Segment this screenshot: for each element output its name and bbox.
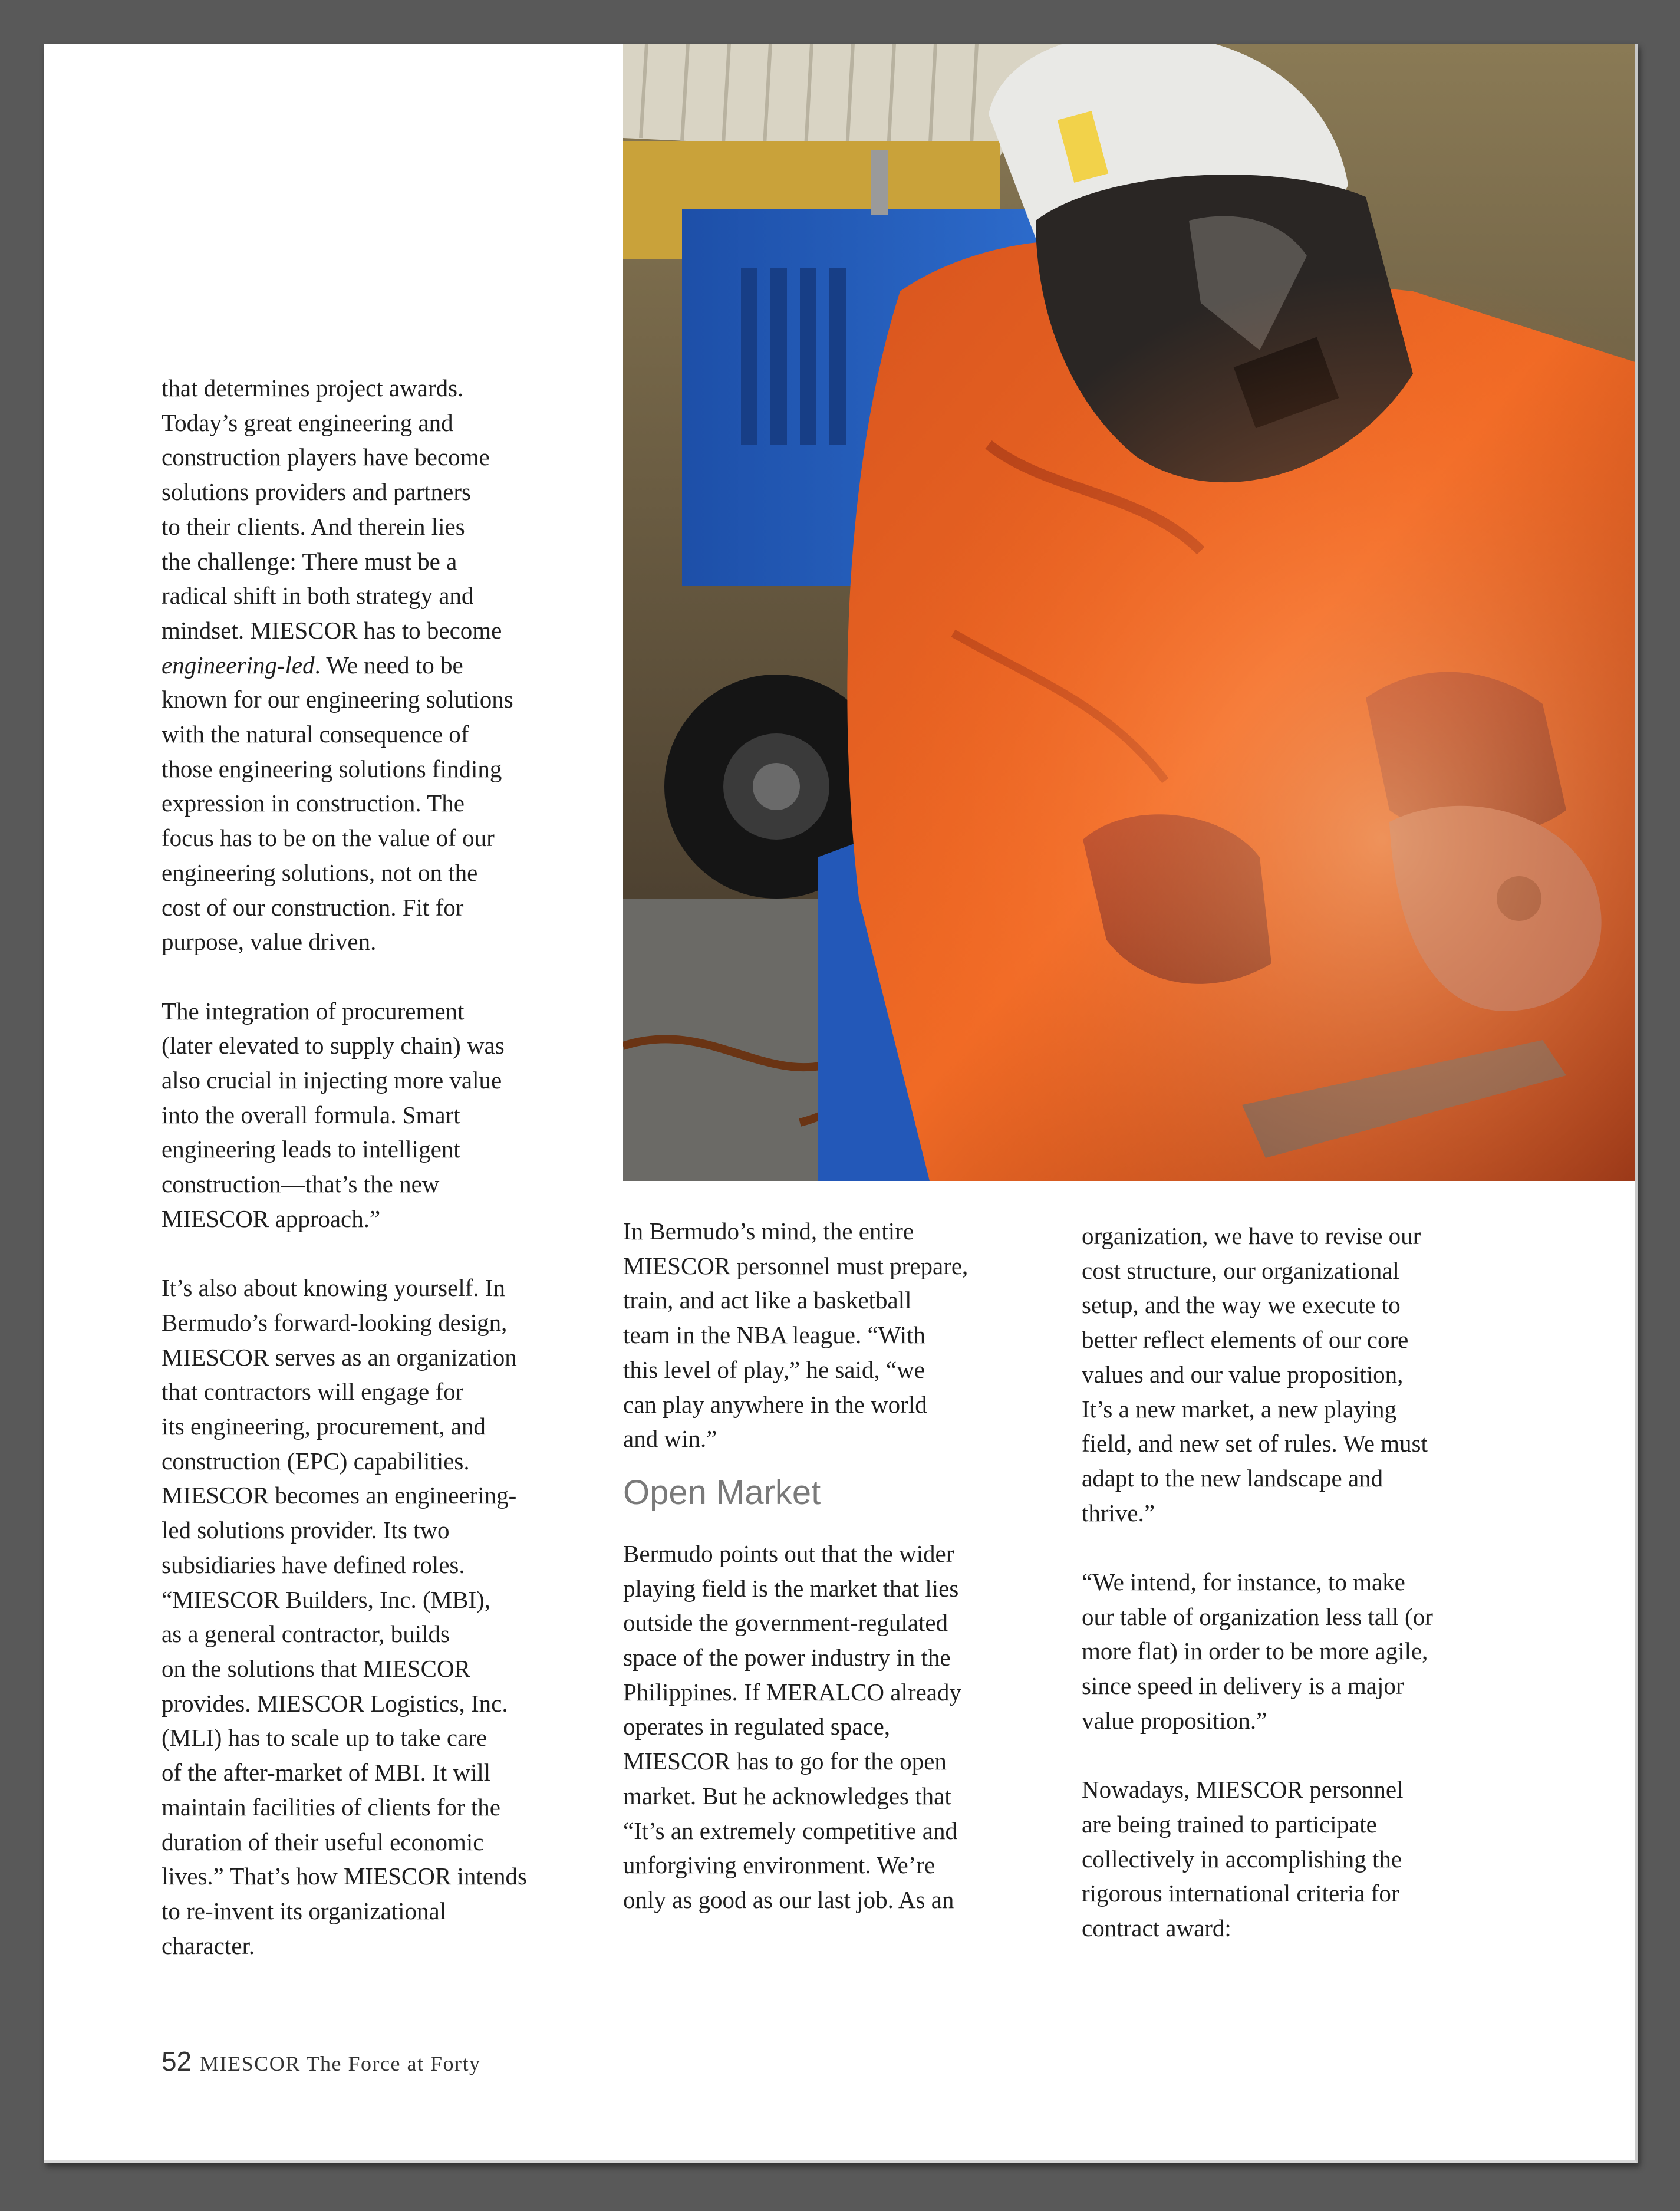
text-line: engineering solutions, not on the bbox=[162, 858, 478, 886]
paragraph-gap bbox=[1082, 1530, 1494, 1565]
text-line: to their clients. And therein lies bbox=[162, 512, 465, 540]
text-line: only as good as our last job. As an bbox=[623, 1886, 954, 1913]
text-line: Bermudo points out that the wider bbox=[623, 1539, 954, 1567]
text-line: outside the government-regulated bbox=[623, 1609, 948, 1637]
text-line: lives.” That’s how MIESCOR intends bbox=[162, 1863, 527, 1890]
text-line: Today’s great engineering and bbox=[162, 409, 453, 436]
text-line: to re-invent its organizational bbox=[162, 1897, 447, 1924]
page-footer bbox=[162, 2045, 480, 2077]
text-line: Bermudo’s forward-looking design, bbox=[162, 1308, 508, 1336]
text-line: construction—that’s the new bbox=[162, 1170, 440, 1198]
publication-title: MIESCOR The Force at Forty bbox=[200, 2052, 481, 2075]
text-line: mindset. MIESCOR has to become bbox=[162, 616, 502, 644]
text-line: solutions providers and partners bbox=[162, 478, 471, 506]
text-line: are being trained to participate bbox=[1082, 1810, 1377, 1838]
emphasis-text: engineering-led bbox=[162, 651, 315, 679]
paragraph-gap bbox=[1082, 1738, 1494, 1773]
text-line: value proposition.” bbox=[1082, 1706, 1267, 1734]
text-line: cost of our construction. Fit for bbox=[162, 893, 464, 921]
text-line: Nowadays, MIESCOR personnel bbox=[1082, 1776, 1404, 1804]
text-line: as a general contractor, builds bbox=[162, 1620, 450, 1648]
text-line: expression in construction. The bbox=[162, 789, 465, 817]
text-line: cost structure, our organizational bbox=[1082, 1256, 1399, 1284]
text-line: that contractors will engage for bbox=[162, 1378, 464, 1406]
text-line: In Bermudo’s mind, the entire bbox=[623, 1218, 914, 1245]
text-line: space of the power industry in the bbox=[623, 1644, 951, 1672]
text-line: purpose, value driven. bbox=[162, 928, 377, 956]
text-line: those engineering solutions finding bbox=[162, 755, 502, 782]
text-line: with the natural consequence of bbox=[162, 720, 469, 748]
text-line: MIESCOR approach.” bbox=[162, 1205, 381, 1232]
text-line: “We intend, for instance, to make bbox=[1082, 1568, 1405, 1596]
text-line: character. bbox=[162, 1932, 255, 1959]
welder-illustration bbox=[623, 44, 1635, 1181]
text-line: values and our value proposition, bbox=[1082, 1360, 1404, 1388]
text-line bbox=[162, 648, 574, 683]
text-line: more flat) in order to be more agile, bbox=[1082, 1637, 1428, 1665]
text-line: operates in regulated space, bbox=[623, 1713, 891, 1740]
right-text-column bbox=[1082, 1219, 1494, 1946]
text-line: The integration of procurement bbox=[162, 997, 465, 1025]
text-line: MIESCOR becomes an engineering- bbox=[162, 1482, 517, 1509]
text-line: Philippines. If MERALCO already bbox=[623, 1678, 961, 1706]
text-line: MIESCOR personnel must prepare, bbox=[623, 1252, 969, 1279]
text-line: into the overall formula. Smart bbox=[162, 1101, 460, 1128]
text-line: subsidiaries have defined roles. bbox=[162, 1551, 465, 1578]
text-line: playing field is the market that lies bbox=[623, 1574, 959, 1602]
text-line: (MLI) has to scale up to take care bbox=[162, 1724, 487, 1752]
paragraph-gap bbox=[162, 1236, 574, 1271]
text-line: (later elevated to supply chain) was bbox=[162, 1032, 505, 1060]
text-line: It’s a new market, a new playing bbox=[1082, 1395, 1396, 1423]
text-line: led solutions provider. Its two bbox=[162, 1516, 450, 1544]
text-line: contract award: bbox=[1082, 1914, 1231, 1942]
text-line: It’s also about knowing yourself. In bbox=[162, 1274, 506, 1302]
middle-text-column bbox=[623, 1214, 1036, 1917]
text-line: this level of play,” he said, “we bbox=[623, 1355, 925, 1383]
text-line: and win.” bbox=[623, 1425, 717, 1453]
text-line: “It’s an extremely competitive and bbox=[623, 1817, 957, 1844]
text-line: the challenge: There must be a bbox=[162, 547, 457, 575]
text-line: collectively in accomplishing the bbox=[1082, 1845, 1402, 1873]
text-line: can play anywhere in the world bbox=[623, 1390, 927, 1418]
text-fragment: . We need to be bbox=[314, 651, 463, 679]
text-line: better reflect elements of our core bbox=[1082, 1326, 1409, 1354]
text-line: setup, and the way we execute to bbox=[1082, 1291, 1401, 1319]
text-line: unforgiving environment. We’re bbox=[623, 1851, 935, 1879]
text-line: since speed in delivery is a major bbox=[1082, 1672, 1404, 1700]
text-line: our table of organization less tall (or bbox=[1082, 1603, 1433, 1630]
text-line: organization, we have to revise our bbox=[1082, 1222, 1421, 1249]
text-line: “MIESCOR Builders, Inc. (MBI), bbox=[162, 1585, 491, 1613]
paragraph-gap bbox=[162, 959, 574, 994]
section-heading: Open Market bbox=[623, 1473, 821, 1512]
text-line: field, and new set of rules. We must bbox=[1082, 1430, 1428, 1457]
document-page bbox=[44, 44, 1638, 2163]
text-line: construction players have become bbox=[162, 443, 490, 471]
text-line: duration of their useful economic bbox=[162, 1828, 484, 1855]
text-line: rigorous international criteria for bbox=[1082, 1880, 1399, 1907]
left-text-column bbox=[162, 371, 574, 1963]
text-line: also crucial in injecting more value bbox=[162, 1067, 502, 1094]
text-line: construction (EPC) capabilities. bbox=[162, 1447, 470, 1475]
text-line: train, and act like a basketball bbox=[623, 1287, 912, 1314]
text-line: thrive.” bbox=[1082, 1499, 1155, 1526]
text-line: adapt to the new landscape and bbox=[1082, 1464, 1383, 1492]
text-line: focus has to be on the value of our bbox=[162, 824, 495, 852]
text-line: market. But he acknowledges that bbox=[623, 1782, 951, 1809]
text-line: engineering leads to intelligent bbox=[162, 1136, 460, 1163]
welder-photo bbox=[623, 44, 1635, 1181]
text-line: of the after-market of MBI. It will bbox=[162, 1759, 491, 1786]
text-line: that determines project awards. bbox=[162, 374, 464, 402]
text-line: maintain facilities of clients for the bbox=[162, 1793, 500, 1821]
text-line: MIESCOR has to go for the open bbox=[623, 1748, 947, 1775]
text-line: radical shift in both strategy and bbox=[162, 582, 474, 610]
text-line: team in the NBA league. “With bbox=[623, 1321, 925, 1349]
text-line: its engineering, procurement, and bbox=[162, 1413, 486, 1440]
text-line: provides. MIESCOR Logistics, Inc. bbox=[162, 1689, 508, 1717]
text-line: on the solutions that MIESCOR bbox=[162, 1654, 470, 1682]
text-line: known for our engineering solutions bbox=[162, 686, 513, 713]
text-line: MIESCOR serves as an organization bbox=[162, 1343, 517, 1371]
page-number: 52 bbox=[162, 2046, 192, 2077]
